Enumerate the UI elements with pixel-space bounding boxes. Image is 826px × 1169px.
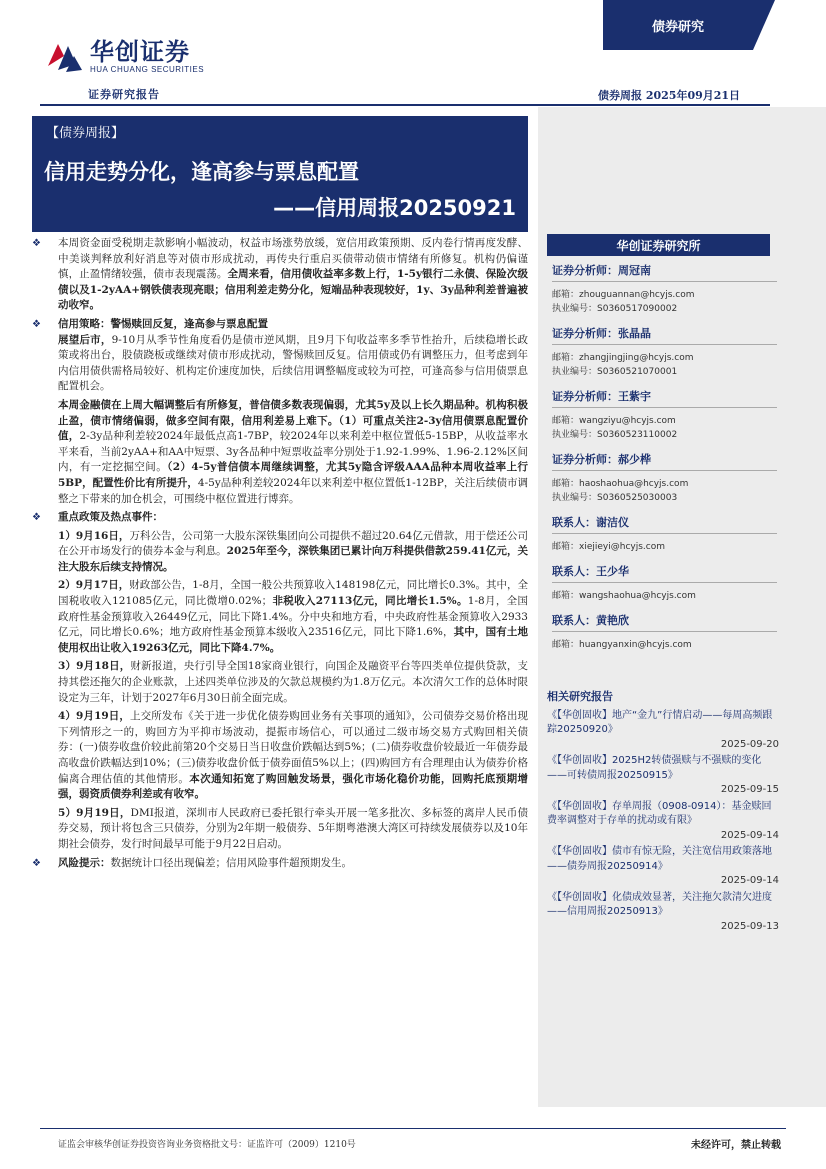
contact-card bbox=[552, 563, 777, 603]
event-1-text: 万科公告，公司第一大股东深铁集团向公司提供不超过20.64亿元借款，用于偿还公司在公开市场发行的债券本金与利息。 bbox=[58, 529, 528, 558]
analyst-cert: S0360525030003 bbox=[597, 493, 678, 503]
contact-email[interactable]: huangyanxin@hcyjs.com bbox=[579, 640, 692, 650]
event-4-lead: 4）9月19日， bbox=[58, 710, 131, 723]
analyst-email[interactable]: zhouguannan@hcyjs.com bbox=[579, 290, 695, 300]
analyst-role: 证券分析师： bbox=[552, 264, 618, 277]
analyst-cert: S0360517090002 bbox=[597, 304, 678, 314]
strategy-p3-bold: （2）4-5y普信债本周继续调整，尤其5y隐含评级AAA品种本周收益率上行5BP，配置性价比有所提升， bbox=[58, 461, 528, 489]
analyst-name: 周冠南 bbox=[618, 264, 651, 277]
related-report-link[interactable]: 《【华创固收】地产“金九”行情启动——每周高频跟踪20250920》 bbox=[547, 709, 773, 735]
analyst-cert: S0360523110002 bbox=[597, 430, 678, 440]
related-report-date: 2025-09-14 bbox=[720, 875, 779, 886]
related-report-date: 2025-09-20 bbox=[720, 738, 779, 750]
strategy-p2-text: 2-3y品种利差较2024年最低点高1-7BP，较2024年以来利差中枢位置低5-15BP，从收益率水平来看，当前2yAA+和AA中短票、3y各品种中短票收益率分别处于1.92-1.99%、1.96-2.12%区间内，有一定挖掘空间。 bbox=[58, 430, 529, 474]
event-2-bold2: 其中，国有土地使用权出让收入19263亿元，同比下降4.7%。 bbox=[58, 626, 528, 654]
contact-card bbox=[552, 514, 777, 554]
contact-email[interactable]: xiejieyi@hcyjs.com bbox=[579, 542, 665, 552]
strategy-p2-bold: 本周金融债在上周大幅调整后有所修复，普信债多数表现偏弱，尤其5y及以上长久期品种。机构积极止盈，债市情绪偏弱，做多空间有限，信用利差易上难下。（1）可重点关注2-3y信用债票息配置价值， bbox=[58, 398, 528, 443]
analyst-email[interactable]: haoshaohua@hcyjs.com bbox=[579, 479, 689, 489]
brand-logo bbox=[44, 36, 204, 76]
events-bullet bbox=[32, 510, 528, 526]
contact-role: 联系人： bbox=[552, 565, 596, 578]
license-text: 证监会审核华创证券投资咨询业务资格批文号：证监许可（2009）1210号 bbox=[58, 1140, 356, 1150]
contact-name: 谢洁仪 bbox=[596, 516, 629, 529]
contact-role: 联系人： bbox=[552, 614, 596, 627]
event-2-mid: 1-8月，全国政府性基金预算收入26449亿元，同比下降1.4%。分中央和地方看，中央政府性基金预算收入2933亿元，同比增长0.6%；地方政府性基金预算本级收入23516亿元，同比下降1.6%， bbox=[58, 595, 528, 639]
summary-bold: 全周来看，信用债收益率多数上行，1-5y银行二永债、保险次级债以及1-2yAA+钢铁债表现亮眼；信用利差走势分化，短端品种表现较好，1y、3y品种利差普遍被动收窄。 bbox=[58, 268, 528, 312]
analyst-role: 证券分析师： bbox=[552, 327, 618, 340]
events-heading: 重点政策及热点事件： bbox=[58, 511, 163, 524]
related-report-link[interactable]: 《【华创固收】存单周报（0908-0914）：基金赎回费率调整对于存单的扰动或有限》 bbox=[547, 800, 772, 826]
strategy-p2 bbox=[32, 398, 528, 507]
related-report-link[interactable]: 《【华创固收】2025H2转债强赎与不强赎的变化——可转债周报20250915》 bbox=[547, 755, 762, 781]
diamond-bullet-icon: ❖ bbox=[32, 857, 41, 869]
contact-role: 联系人： bbox=[552, 516, 596, 529]
event-5-lead: 5）9月19日， bbox=[58, 806, 131, 819]
cert-label: 执业编号： bbox=[552, 367, 598, 377]
analyst-list bbox=[552, 262, 777, 661]
event-item-2 bbox=[32, 578, 528, 656]
related-report-link[interactable]: 《【华创固收】债市有惊无险，关注宽信用政策落地——债券周报20250914》 bbox=[547, 846, 772, 872]
analyst-card bbox=[552, 325, 777, 379]
event-item-3 bbox=[32, 659, 528, 706]
risk-heading: 风险提示： bbox=[58, 856, 111, 869]
category-corner: 债券研究 bbox=[603, 0, 753, 50]
related-report-date: 2025-09-13 bbox=[720, 920, 779, 932]
analyst-card bbox=[552, 262, 777, 316]
contact-name: 黄艳欣 bbox=[596, 614, 629, 627]
title-banner bbox=[32, 116, 528, 232]
diamond-bullet-icon: ❖ bbox=[32, 238, 41, 249]
copyright-notice: 未经许可，禁止转载 bbox=[691, 1140, 781, 1151]
email-label: 邮箱： bbox=[552, 416, 580, 426]
analyst-name: 张晶晶 bbox=[618, 327, 651, 340]
analyst-email[interactable]: zhangjingjing@hcyjs.com bbox=[579, 353, 694, 363]
brand-name-en: HUA CHUANG SECURITIES bbox=[90, 64, 205, 74]
institute-title: 华创证券研究所 bbox=[547, 234, 770, 256]
related-report-link[interactable]: 《【华创固收】化债成效显著，关注拖欠款清欠进度——信用周报20250913》 bbox=[547, 891, 772, 917]
banner-title-line2: ——信用周报20250921 bbox=[273, 196, 516, 220]
event-item-5 bbox=[32, 806, 528, 853]
analyst-card bbox=[552, 451, 777, 505]
risk-bullet bbox=[32, 856, 528, 872]
email-label: 邮箱： bbox=[552, 542, 580, 552]
report-name-date: 债券周报 2025年09月21日 bbox=[598, 89, 741, 102]
event-3-text: 财新报道，央行引导全国18家商业银行，向国企及融资平台等四类单位提供贷款，支持其偿还拖欠的企业账款，上述四类单位涉及的欠款总规模约为1.8万亿元。本次清欠工作的总体时限设定为三年，计划于2027年6月30日前全面完成。 bbox=[58, 660, 528, 704]
strategy-bullet bbox=[32, 317, 528, 333]
email-label: 邮箱： bbox=[552, 479, 580, 489]
event-1-lead: 1）9月16日， bbox=[58, 529, 130, 542]
logo-mark-icon bbox=[44, 36, 84, 76]
strategy-heading: 信用策略：警惕赎回反复，逢高参与票息配置 bbox=[58, 317, 268, 330]
contact-card bbox=[552, 612, 777, 652]
email-label: 邮箱： bbox=[552, 353, 580, 363]
analyst-role: 证券分析师： bbox=[552, 390, 618, 403]
footer-divider bbox=[40, 1128, 786, 1129]
report-type: 证券研究报告 bbox=[88, 88, 160, 101]
risk-text: 数据统计口径出现偏差；信用风险事件超预期发生。 bbox=[110, 856, 352, 869]
event-1-bold: 2025年至今，深铁集团已累计向万科提供借款259.41亿元，关注大股东后续支持情况。 bbox=[58, 545, 528, 573]
event-2-bold1: 非税收入27113亿元，同比增长1.5%。 bbox=[272, 595, 468, 608]
main-content bbox=[32, 236, 528, 871]
analyst-name: 郝少桦 bbox=[618, 453, 651, 466]
contact-email[interactable]: wangshaohua@hcyjs.com bbox=[579, 591, 696, 601]
cert-label: 执业编号： bbox=[552, 493, 598, 503]
banner-title-line1: 信用走势分化，逢高参与票息配置 bbox=[44, 160, 359, 184]
strategy-p1-bold: 展望后市， bbox=[58, 333, 112, 346]
summary-bullet bbox=[32, 236, 528, 314]
event-5-text: DMI报道，深圳市人民政府已委托银行牵头开展一笔多批次、多标签的离岸人民币债券交易，预计将包含三只债券，分别为2年期一般债券、5年期粤港澳大湾区可持续发展债券以及10年期社会债券，发行时间最早可能于9月22日启动。 bbox=[58, 806, 528, 850]
event-4-text: 上交所发布《关于进一步优化债券购回业务有关事项的通知》，公司债券交易价格出现下列情形之一的，购回方为平抑市场波动，提振市场信心，可以通过二级市场交易方式购回相关债券：(一)债券收盘价较此前第20个交易日当日收盘价跌幅达到5%；(二)债券收盘价较最近一年债券最高收盘价跌幅达到10%；(三)债券收盘价低于债券面值5%以上；(四)购回方有合理理由认为债券价格偏离合理估值的其他情形。 bbox=[58, 710, 528, 785]
related-report-date: 2025-09-15 bbox=[720, 784, 779, 795]
brand-name-cn: 华创证券 bbox=[90, 37, 190, 66]
banner-tag: 【债券周报】 bbox=[46, 126, 125, 141]
strategy-p1-text: 9-10月从季节性角度看仍是债市逆风期，且9月下旬收益率多季节性抬升，后续稳增长政策或将出台，股债跷板或继续对债市形成扰动，警惕赎回反复。信用债或仍有调整压力，但考虑到年内信用债供需格局较好、机构定价速度加快，后续信用调整幅度或较为可控，可逢高参与信用债票息配置机会。 bbox=[58, 333, 528, 393]
analyst-cert: S0360521070001 bbox=[597, 367, 678, 377]
related-title: 相关研究报告 bbox=[547, 690, 613, 703]
email-label: 邮箱： bbox=[552, 640, 580, 650]
event-3-lead: 3）9月18日， bbox=[58, 660, 131, 673]
contact-name: 王少华 bbox=[596, 565, 629, 578]
related-report-date: 2025-09-14 bbox=[720, 829, 779, 841]
event-4-bold: 本次通知拓宽了购回触发场景，强化市场化稳价功能，回购托底预期增强，弱资质债券利差或有收窄。 bbox=[58, 772, 529, 801]
event-item-4 bbox=[32, 709, 528, 803]
event-item-1 bbox=[32, 529, 528, 576]
email-label: 邮箱： bbox=[552, 591, 580, 601]
diamond-bullet-icon: ❖ bbox=[32, 512, 41, 524]
event-2-lead: 2）9月17日， bbox=[58, 579, 130, 592]
event-2-text: 财政部公告，1-8月，全国一般公共预算收入148198亿元，同比增长0.3%。其中，全国税收收入121085亿元，同比微增0.02%； bbox=[58, 579, 528, 608]
cert-label: 执业编号： bbox=[552, 430, 598, 440]
strategy-p3-text: 4-5y品种利差较2024年以来利差中枢位置低1-12BP，关注后续债市调整之下带来的加仓机会，可围绕中枢位置进行博弈。 bbox=[58, 476, 529, 505]
analyst-name: 王紫宇 bbox=[618, 390, 651, 403]
cert-label: 执业编号： bbox=[552, 304, 598, 314]
header-divider bbox=[40, 104, 770, 106]
strategy-p1 bbox=[32, 333, 528, 395]
summary-text: 本周资金面受税期走款影响小幅波动，权益市场涨势放缓，宽信用政策预期、反内卷行情再度发酵、中美谈判释放利好消息等对债市形成扰动，再传央行重启买债带动债市情绪有所修复。机构仍偏谨慎，止盈情绪较强，债市表现震荡。 bbox=[58, 237, 528, 281]
diamond-bullet-icon: ❖ bbox=[32, 318, 41, 330]
analyst-email[interactable]: wangziyu@hcyjs.com bbox=[579, 416, 676, 426]
analyst-role: 证券分析师： bbox=[552, 453, 618, 466]
email-label: 邮箱： bbox=[552, 290, 580, 300]
related-reports bbox=[547, 690, 779, 936]
analyst-card bbox=[552, 388, 777, 442]
